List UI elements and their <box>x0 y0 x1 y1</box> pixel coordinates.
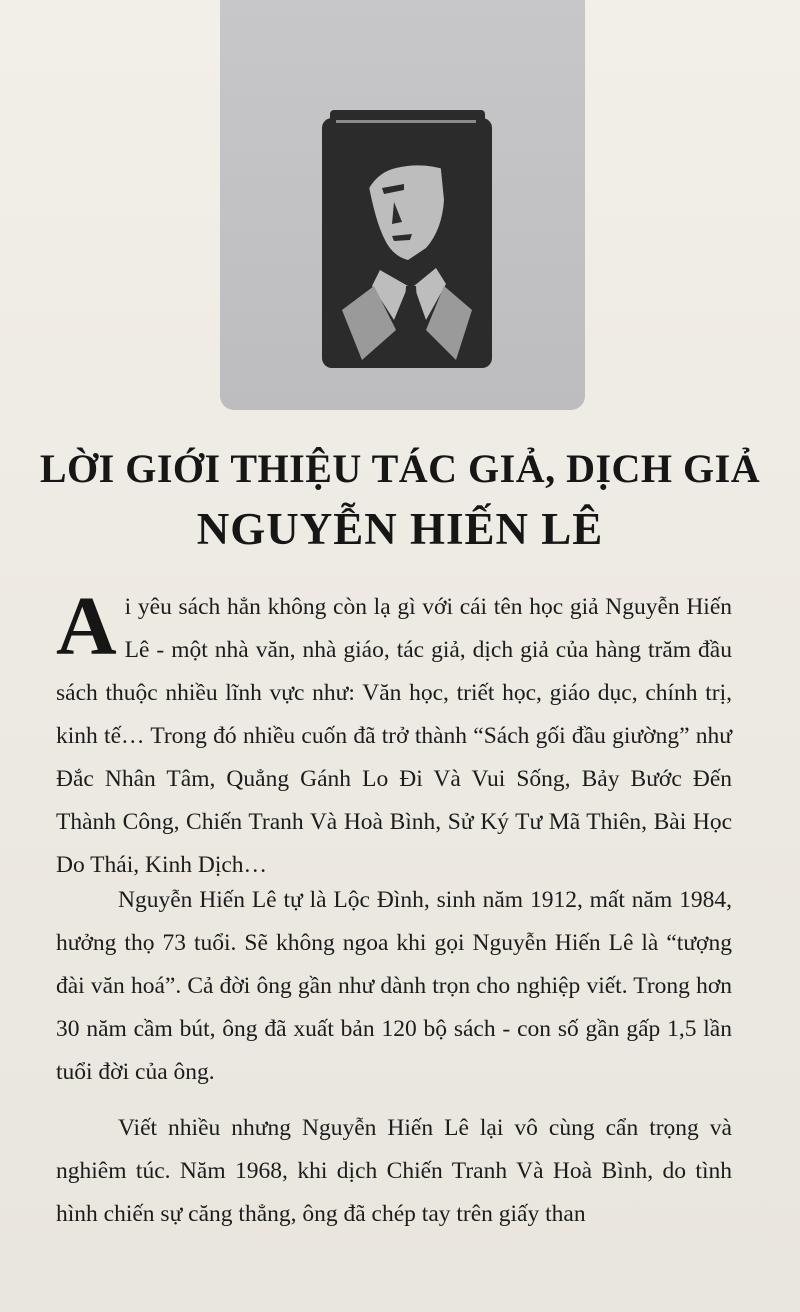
body-text <box>56 580 732 1236</box>
page-title-line-1: LỜI GIỚI THIỆU TÁC GIẢ, DỊCH GIẢ <box>39 446 761 491</box>
page-title-line-2: NGUYỄN HIẾN LÊ <box>196 504 604 554</box>
author-portrait-icon <box>322 110 492 368</box>
drop-cap: A <box>56 580 117 673</box>
paragraph-2: Nguyễn Hiến Lê tự là Lộc Đình, sinh năm 1912, mất năm 1984, hưởng thọ 73 tuổi. Sẽ không ngoa khi gọi Nguyễn Hiến Lê là “tượng đài văn hoá”. Cả đời ông gần như dành trọn cho nghiệp viết. Trong hơn 30 năm cầm bút, ông đã xuất bản 120 bộ sách - con số gần gấp 1,5 lần tuổi đời của ông. <box>56 887 732 1085</box>
paragraph-1-text: i yêu sách hẳn không còn lạ gì với cái tên học giả Nguyễn Hiến Lê - một nhà văn, nhà giáo, tác giả, dịch giả của hàng trăm đầu sách thuộc nhiều lĩnh vực như: Văn học, triết học, giáo dục, chính trị, kinh tế… Trong đó nhiều cuốn đã trở thành “Sách gối đầu giường” như Đắc Nhân Tâm, Quẳng Gánh Lo Đi Và Vui Sống, Bảy Bước Đến Thành Công, Chiến Tranh Và Hoà Bình, Sử Ký Tư Mã Thiên, Bài Học Do Thái, Kinh Dịch… <box>56 594 732 878</box>
paragraph-1 <box>56 580 732 878</box>
paragraph-3: Viết nhiều nhưng Nguyễn Hiến Lê lại vô cùng cẩn trọng và nghiêm túc. Năm 1968, khi dịch Chiến Tranh Và Hoà Bình, do tình hình chiến sự căng thẳng, ông đã chép tay trên giấy than <box>56 1115 732 1227</box>
